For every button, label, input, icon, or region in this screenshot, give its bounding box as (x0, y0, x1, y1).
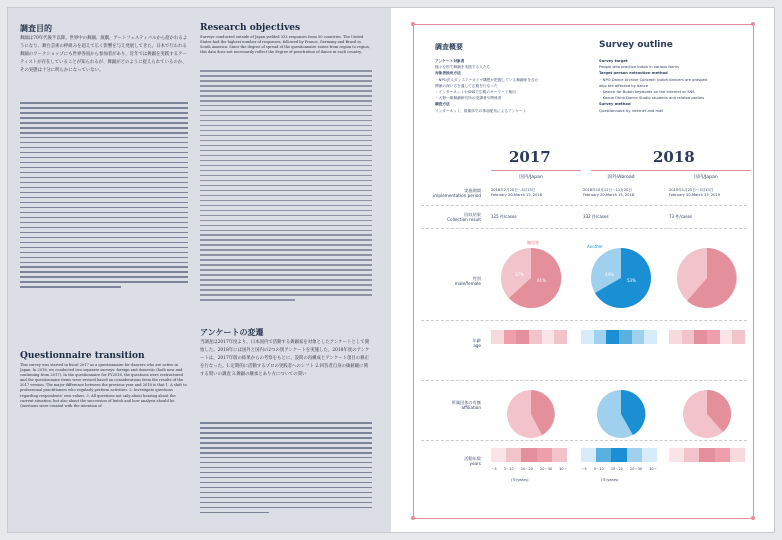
col-header-japan-2018: 国内/Japan (694, 175, 718, 180)
col2-title: Research objectives (200, 23, 301, 33)
col1-title: 調査目的 (20, 23, 52, 33)
gender-pies (487, 238, 747, 318)
years-axis-tick: 30〜 (559, 467, 567, 471)
col2-text: Surveys conducted outside of Japan yielded 332 responses from 50 countries. The United States had the highest number of responses, followed by France, Germany and Brazil in South America. Since the degree of spread of the questionnaire varies from region to region, this data does not necessarily reflect the degree of penetration of dance in each country. (200, 35, 370, 55)
pie-pct: 37% (515, 272, 524, 277)
outline-en-title: Survey outline (599, 40, 673, 50)
outline-line: Questionnaire by internet and mail (599, 108, 664, 113)
col3-text: This survey was started in fiscal 2017 as a questionnaire for dancers who are active in Japan. In 2018, we conducted two separate surveys: foreign and domestic (both new and continuing from 2017). In the questionnaire for FY2018, the questions were restructured and the questionnaire items were revised based on considerations from the results of the 2017 version. The major difference between the previous year and 2018 is that 1. A shift to professional practitioners who regularly perform activities. 2. Investigate questions regarding respondents' own values. 3. All questions not only about hearing about the current situation, but also about the succession of butoh and how analysis should be. Questions were created with the intention of (20, 363, 187, 408)
col-header-japan-2017: 国内/Japan (519, 175, 543, 180)
outline-line: ・大野一雄舞踊研究所の受講者や関係者 (435, 96, 502, 101)
col1-filler (20, 102, 188, 291)
years-axis-tick: 〜3 (581, 467, 587, 471)
years-axis-tick: 〜3 (491, 467, 497, 471)
pie-pct: 44% (605, 272, 614, 277)
questionnaire-transition-jp (200, 326, 372, 526)
research-objectives-en (200, 22, 372, 314)
row-label-age: 年齢 age (472, 338, 481, 348)
years-axis-tick: 20〜30 (630, 467, 643, 471)
col1-text: 舞踊は70年代後半以降、世界中の舞踊、演劇、アートフェスティバルから招かれるようになり、舞台芸術の枠組みを超えて広く影響を与え発展してきた。日本で行われる舞踊のワークショップにも世界各国から参加者があり、近年では舞踊を実践するアーティストが存在していることが知られるが、舞踊がどのように捉えられているのか、その実態は十分に明らかになっていない。 (20, 36, 188, 73)
col3-title: Questionnaire transition (20, 351, 145, 361)
outline-line: Survey target (599, 59, 628, 63)
left-page (8, 8, 391, 532)
outline-line: アンケート対象者 (435, 59, 465, 63)
frame-rule-left (413, 24, 414, 518)
age-stripe-2018-japan (669, 330, 745, 344)
years-axis-2018 (581, 466, 657, 471)
period-2018-abroad: 2018年10月12日〜12月20日 February 20-March 15, 2018 (583, 188, 635, 197)
period-2017-japan: 2018年2月20日〜3月15日 February 20-March 15, 2018 (491, 188, 543, 197)
years-unit: (年/years) (601, 478, 619, 482)
row-divider (421, 205, 747, 206)
corner-dot (751, 516, 755, 520)
count-2018-japan: 73 件/cases (669, 214, 692, 219)
years-axis-tick: 3〜10 (503, 467, 514, 471)
row-label-years: 活動年数 years (464, 456, 481, 466)
years-stripe-2017 (491, 448, 567, 462)
pie-label-another: Another (587, 244, 603, 249)
col4-title: アンケートの変遷 (200, 327, 264, 337)
row-divider (421, 228, 747, 229)
row-label-period: 実施期間 implementation period (433, 188, 481, 198)
years-axis-tick: 20〜30 (540, 467, 553, 471)
corner-dot (411, 516, 415, 520)
age-stripe-2017 (491, 330, 567, 344)
outline-line: People who practice butoh in various forms (599, 65, 679, 70)
corner-dot (751, 22, 755, 26)
corner-dot (411, 22, 415, 26)
outline-en-list (599, 58, 749, 114)
outline-line: インターネット、紙媒体での事前配布によるアンケート (435, 108, 527, 113)
outline-line: Survey method (599, 102, 631, 107)
outline-line: 調査方法 (435, 102, 450, 107)
years-stripe-2018-abroad (581, 448, 657, 462)
pie-label-no-answer: 無回答 (527, 240, 539, 245)
years-axis-tick: 3〜10 (593, 467, 604, 471)
pie-pct: 61% (537, 278, 546, 283)
row-label-collection: 回収結果 Collection result (447, 212, 481, 222)
frame-rule-bottom (413, 518, 754, 519)
year-2018: 2018 (653, 148, 695, 166)
year-2017: 2017 (509, 148, 551, 166)
outline-jp-title: 調査概要 (435, 43, 463, 51)
page-spread (8, 8, 774, 532)
years-stripe-2018-japan (669, 448, 745, 462)
col4-filler (200, 422, 372, 517)
right-page (391, 8, 774, 532)
outline-jp-list (435, 58, 585, 114)
frame-rule-right (753, 24, 754, 518)
col4-text: 当調査は2017年度より、日本国内で活動する舞踊家を対象としたアンケートとして開始した。2018年には国外と国内の2つの別アンケートを実施した。2018年度のアンケートは、2017年版の結果からの考察をもとに、設問の再構成とアンケート項目の修正を行なった。1.定期的に活動するプロの実践者へのシフト 2.回答者自身の価値観に関する問いの調査 3.舞踊の継承とあり方についての問い (200, 340, 370, 377)
row-divider (421, 380, 747, 381)
outline-line: ・NPO Dance Archive Concept: butoh dancers are grasped (599, 77, 708, 82)
row-label-affiliation: 所属団体の有無 affiliation (451, 400, 481, 410)
years-axis-tick: 10〜20 (520, 467, 533, 471)
row-divider (421, 320, 747, 321)
period-2018-japan: 2019年1月25日〜3月15日 February 20-March 15, 2019 (669, 188, 721, 197)
outline-line: 対象者抽出方法 (435, 71, 461, 76)
count-2018-abroad: 332 件/cases (583, 214, 609, 219)
outline-line: Target person extraction method (599, 71, 668, 76)
year-rule (591, 170, 751, 171)
row-label-gender: 性別 male/female (454, 276, 481, 286)
years-unit: (年/years) (511, 478, 529, 482)
outline-line: 様々な形で舞踊を実践する人たち (435, 65, 491, 70)
pie-pct: 53% (627, 278, 636, 283)
affiliation-pies (487, 386, 747, 442)
years-axis-2017 (491, 466, 567, 471)
research-purpose-jp (20, 22, 188, 340)
col2-filler (200, 70, 372, 304)
year-rule (491, 170, 581, 171)
count-2017-japan: 125 件/cases (491, 214, 517, 219)
outline-line: 関係の深い方を通して広報を行なった (435, 83, 498, 88)
outline-line: ・NPO法人ダンスアーカイヴ構想が把握している舞踊家を含む (435, 77, 539, 82)
years-axis-tick: 30〜 (649, 467, 657, 471)
col-header-abroad-2018: 国外/Abroad (607, 175, 635, 180)
outline-line: who are affected by dance (599, 83, 649, 88)
outline-line: ・インターネットやSNSで広報のキーワード検出 (435, 90, 516, 95)
questionnaire-transition-en (20, 350, 188, 526)
outline-line: ・Search for Butoh keywords on the Internet or SNS (599, 90, 695, 95)
years-axis-tick: 10〜20 (610, 467, 623, 471)
age-stripe-2018-abroad (581, 330, 657, 344)
frame-rule-top (413, 24, 754, 25)
outline-line: ・Kazuo Ohno Dance Studio students and related parties (599, 96, 705, 101)
